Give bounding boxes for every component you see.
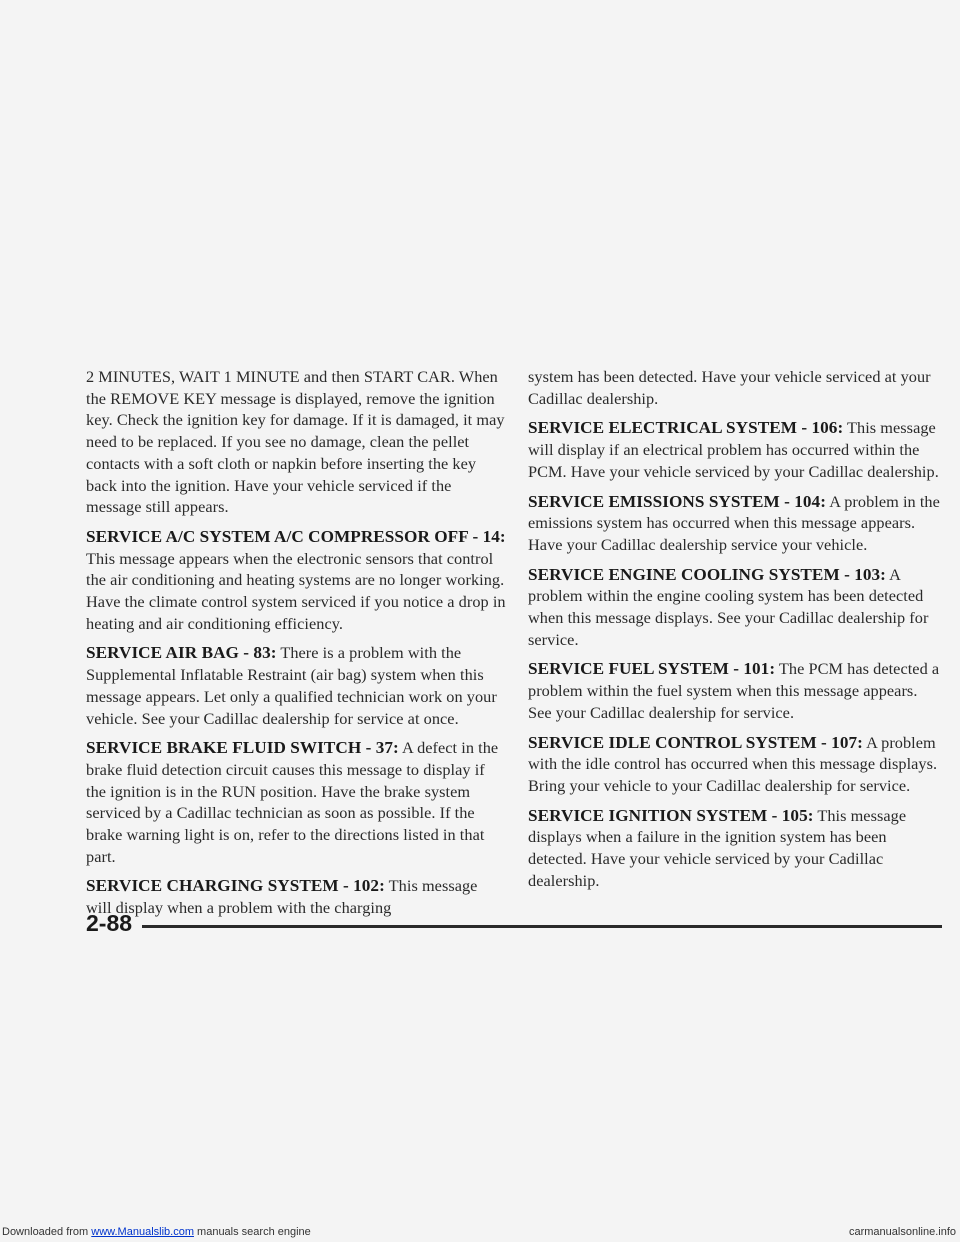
paragraph-service-engine-cooling: [528, 564, 940, 651]
paragraph-service-ignition: [528, 805, 940, 892]
download-footer: [0, 1226, 960, 1242]
page-number: 2-88: [86, 910, 133, 936]
paragraph-heading: SERVICE CHARGING SYSTEM - 102:: [86, 876, 385, 896]
paragraph-heading: SERVICE IGNITION SYSTEM - 105:: [528, 805, 814, 825]
download-suffix: manuals search engine: [193, 1226, 311, 1238]
paragraph-text: This message will display if an electrical problem has occurred within the PCM. Have your vehicle serviced by your Cadillac dealership.: [528, 418, 939, 481]
paragraph-text: A problem with the idle control has occurred when this message displays. Bring your vehicle to your Cadillac dealership for service.: [528, 732, 938, 795]
paragraph-text: There is a problem with the Supplemental Inflatable Restraint (air bag) system when this message appears. Let only a qualified technician work on your vehicle. See your Cadillac dealership for service at once.: [86, 643, 497, 728]
paragraph-heading: SERVICE FUEL SYSTEM - 101:: [528, 659, 776, 679]
paragraph-service-ac: [86, 526, 506, 635]
paragraph-text: 2 MINUTES, WAIT 1 MINUTE and then START CAR. When the REMOVE KEY message is displayed, remove the ignition key. Check the ignition key for damage. If it is damaged, it may need to be replaced. If you see no damage, clean the pellet contacts with a soft cloth or napkin before inserting the key back into the ignition. Have your vehicle serviced if the message still appears.: [86, 367, 505, 517]
paragraph-text: A defect in the brake fluid detection circuit causes this message to display if the ignition is in the RUN position. Have the brake system serviced by a Cadillac technician as soon as possible. If the brake warning light is on, refer to the directions listed in that part.: [86, 738, 499, 866]
paragraph-service-air-bag: [86, 642, 506, 729]
paragraph-service-idle-control: [528, 732, 940, 797]
paragraph-text: This message will display when a problem with the charging: [86, 876, 478, 918]
paragraph-heading: SERVICE BRAKE FLUID SWITCH - 37:: [86, 738, 399, 758]
paragraph-heading: SERVICE EMISSIONS SYSTEM - 104:: [528, 491, 826, 511]
paragraph-heading: SERVICE A/C SYSTEM A/C COMPRESSOR OFF - 14:: [86, 526, 506, 546]
download-notice: [2, 1224, 311, 1240]
paragraph-heading: SERVICE ENGINE COOLING SYSTEM - 103:: [528, 564, 886, 584]
paragraph-heading: SERVICE ELECTRICAL SYSTEM - 106:: [528, 418, 844, 438]
paragraph-heading: SERVICE AIR BAG - 83:: [86, 643, 277, 663]
paragraph-text: The PCM has detected a problem within the fuel system when this message appears. See your Cadillac dealership for service.: [528, 659, 940, 722]
manualslib-link[interactable]: www.Manualslib.com: [91, 1226, 194, 1238]
paragraph: [86, 366, 506, 518]
paragraph: [528, 366, 940, 409]
paragraph-text: system has been detected. Have your vehicle serviced at your Cadillac dealership.: [528, 367, 931, 408]
paragraph-service-fuel: [528, 658, 940, 723]
watermark-text: carmanualsonline.info: [848, 1226, 956, 1238]
paragraph-service-emissions: [528, 491, 940, 556]
left-column: [86, 366, 506, 927]
download-prefix: Downloaded from: [2, 1226, 92, 1238]
paragraph-heading: SERVICE IDLE CONTROL SYSTEM - 107:: [528, 732, 863, 752]
page-footer-rule: [86, 910, 942, 946]
horizontal-rule: [142, 925, 942, 928]
right-column: [528, 366, 940, 899]
paragraph-service-brake-fluid: [86, 737, 506, 867]
paragraph-text: This message appears when the electronic sensors that control the air conditioning and heating systems are no longer working. Have the climate control system serviced if you notice a drop in heating and air conditioning efficiency.: [86, 548, 506, 633]
paragraph-text: A problem within the engine cooling system has been detected when this message displays. See your Cadillac dealership for service.: [528, 564, 929, 649]
paragraph-text: A problem in the emissions system has occurred when this message appears. Have your Cadillac dealership service your vehicle.: [528, 491, 940, 554]
paragraph-service-electrical: [528, 417, 940, 482]
paragraph-text: This message displays when a failure in the ignition system has been detected. Have your vehicle serviced by your Cadillac dealership.: [528, 805, 907, 890]
